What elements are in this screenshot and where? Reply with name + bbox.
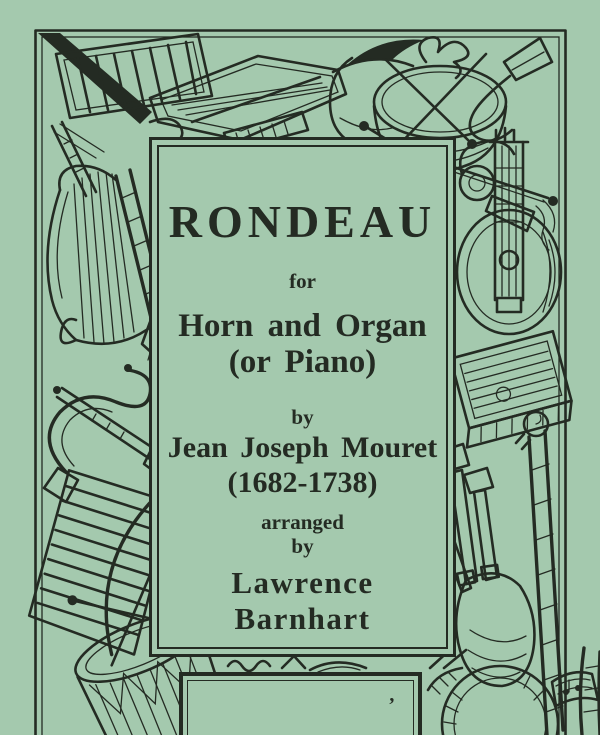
- arranged-word: arranged: [261, 510, 344, 535]
- composer-name: Jean Joseph Mouret: [167, 431, 438, 465]
- round-drum-icon: [442, 666, 558, 735]
- by-label: by: [291, 405, 314, 430]
- instrumentation-line1: Horn and Organ: [178, 308, 427, 345]
- title-panel-inner-border: [157, 145, 448, 649]
- lute-icon: [457, 128, 561, 334]
- bottom-panel-inner-border: [187, 680, 414, 735]
- title-panel: [149, 137, 456, 657]
- arranged-label: [261, 510, 344, 558]
- composer-dates: (1682-1738): [227, 465, 378, 499]
- composer: [168, 431, 437, 500]
- serpent-horn-icon: [44, 364, 151, 502]
- instrumentation-line2: (or Piano): [228, 344, 377, 381]
- instrumentation: [178, 309, 427, 381]
- psaltery-icon: [444, 331, 576, 447]
- bottom-panel-mark: ’: [388, 694, 395, 716]
- work-title: RONDEAU: [168, 196, 437, 247]
- for-label: for: [289, 269, 316, 293]
- arranger-name: Lawrence Barnhart: [231, 564, 374, 636]
- bottom-panel: [179, 672, 422, 735]
- arranged-by-word: by: [291, 534, 314, 559]
